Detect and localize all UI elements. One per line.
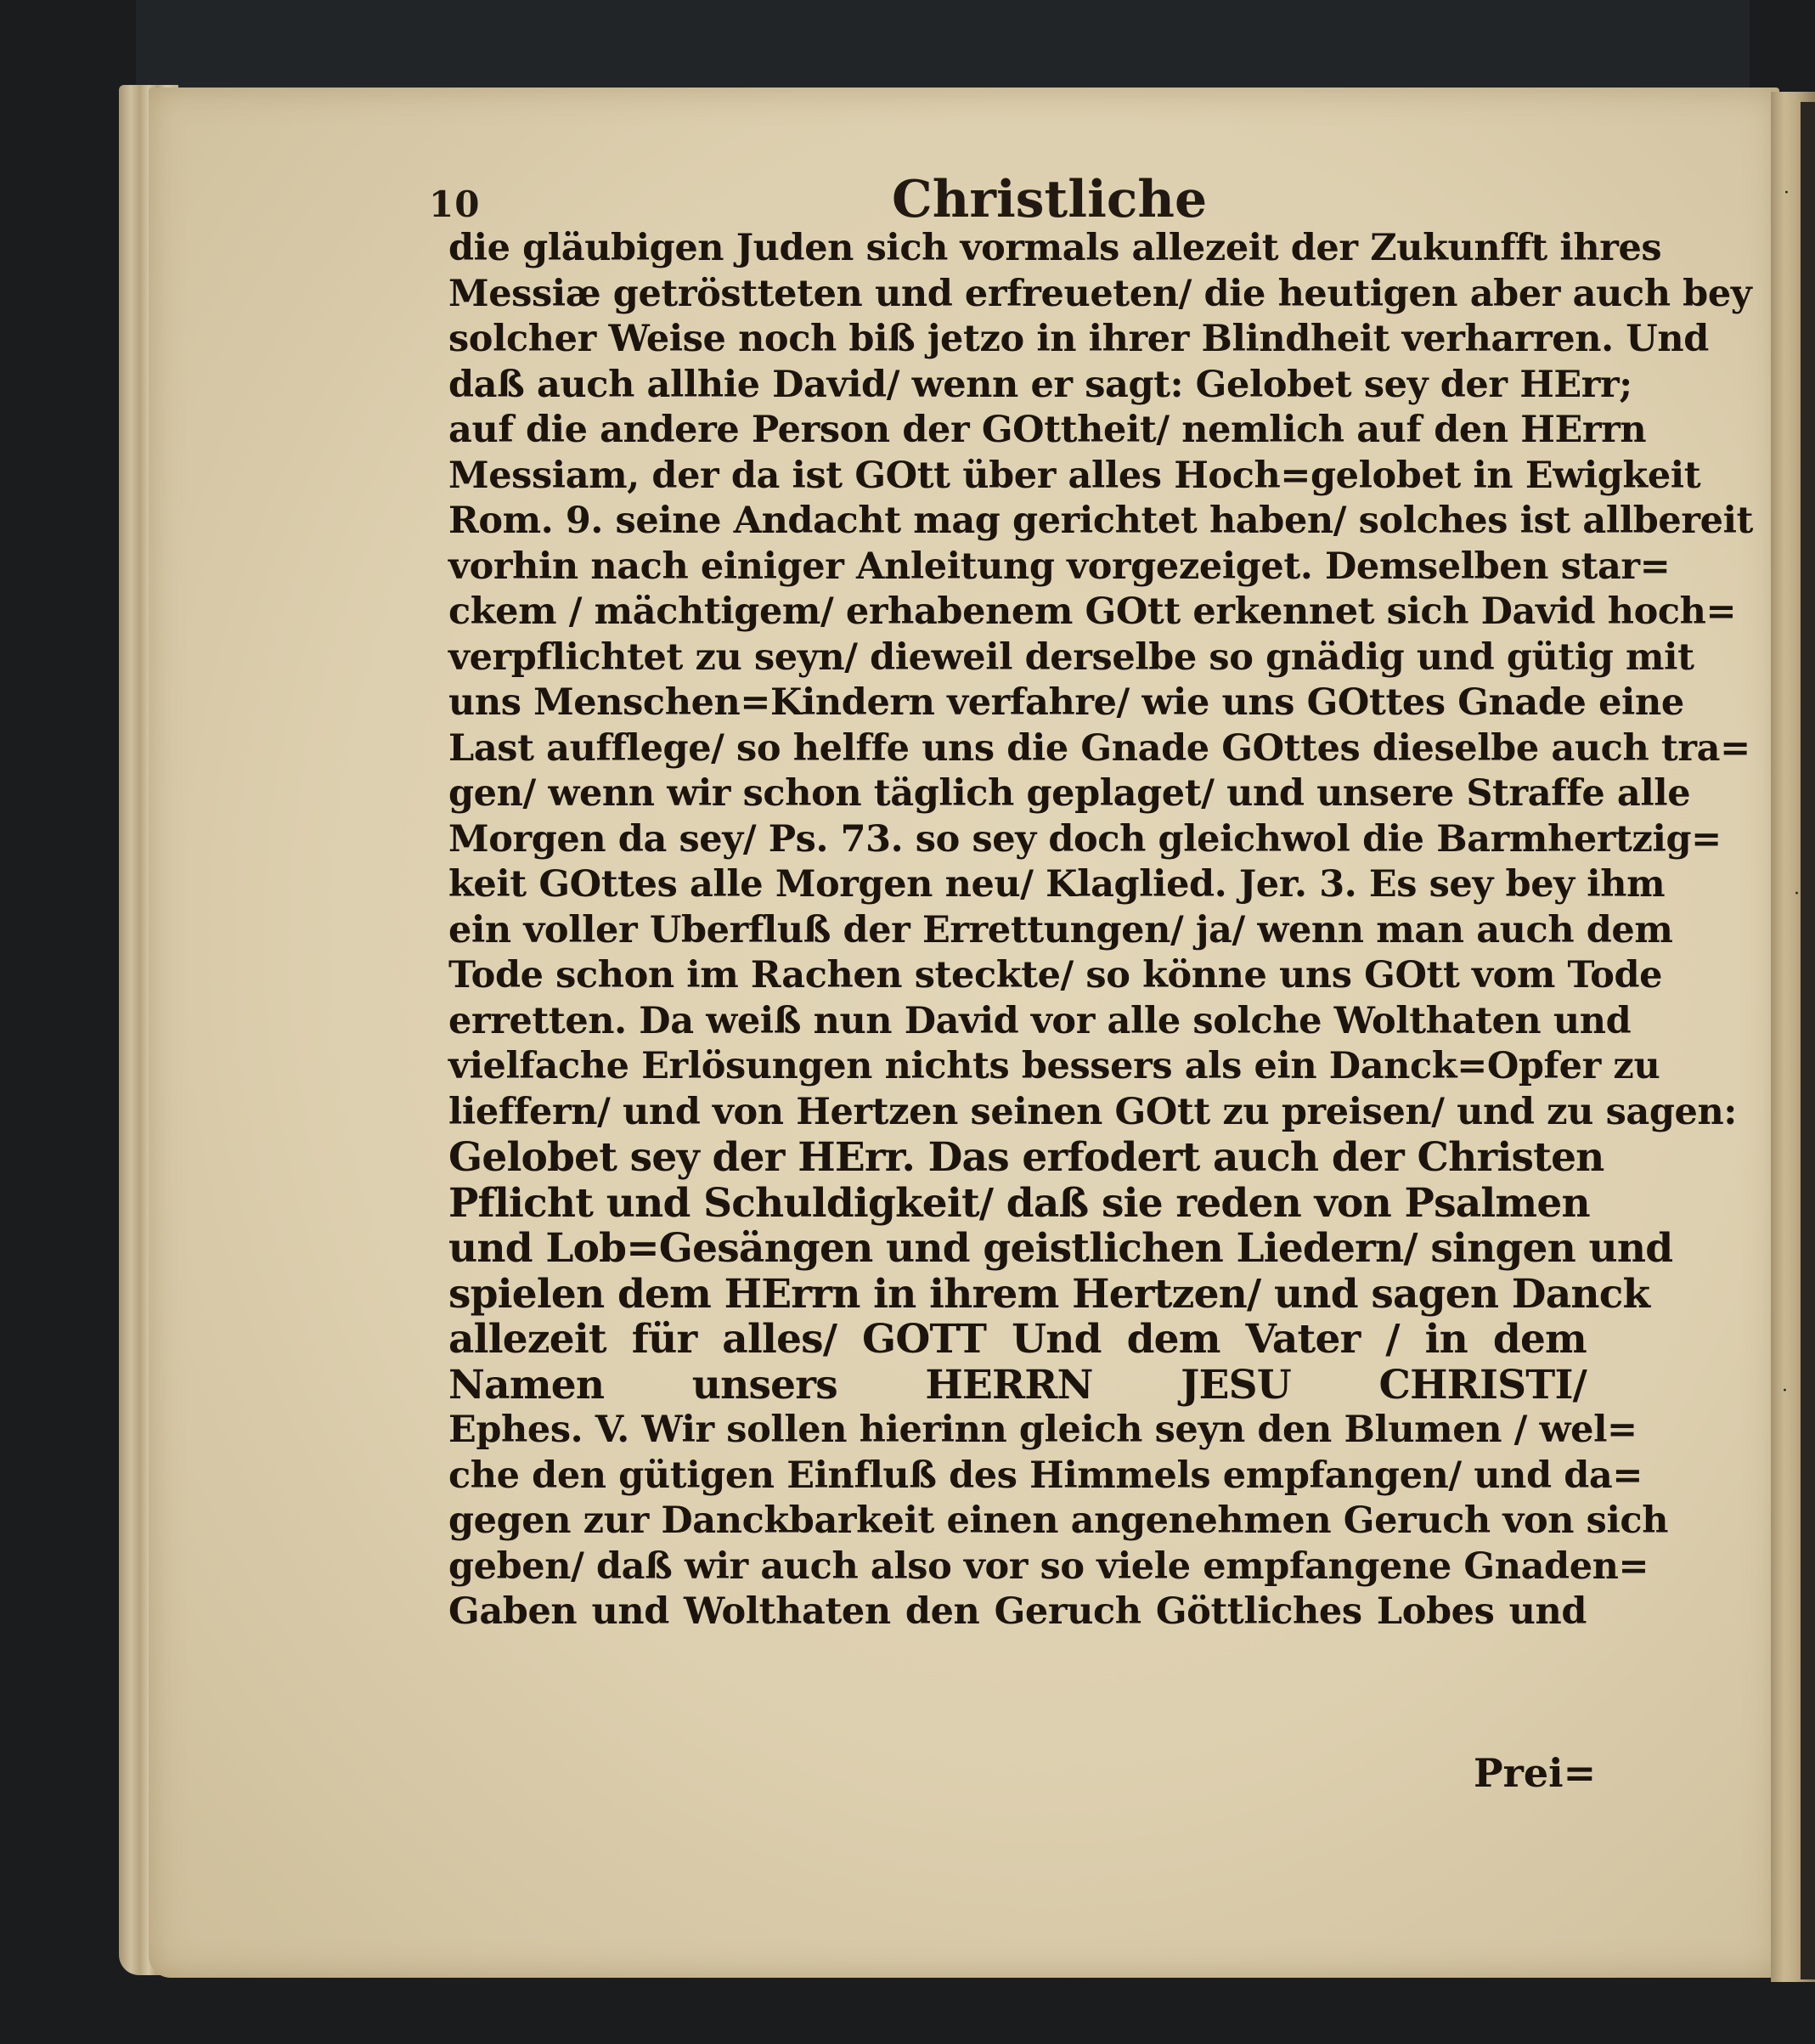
- text-line: Messiæ getröstteten und erfreueten/ die heutigen aber auch bey: [448, 272, 1752, 315]
- text-line: che den gütigen Einfluß des Himmels empfangen/ und da=: [448, 1454, 1643, 1497]
- text-line: Ephes. V. Wir sollen hierinn gleich seyn den Blumen / wel=: [448, 1409, 1637, 1451]
- text-line: ein voller Uberfluß der Errettungen/ ja/ wenn man auch dem: [448, 908, 1673, 951]
- text-line: erretten. Da weiß nun David vor alle solche Wolthaten und: [448, 999, 1632, 1042]
- text-line-emphasis: und Lob=Gesängen und geistlichen Liedern/ singen und: [448, 1225, 1673, 1272]
- catchword: Prei=: [1474, 1750, 1597, 1796]
- text-line: lieffern/ und von Hertzen seinen GOtt zu preisen/ und zu sagen:: [448, 1090, 1737, 1133]
- text-line: vielfache Erlösungen nichts bessers als ein Danck=Opfer zu: [448, 1045, 1660, 1087]
- text-line-emphasis: spielen dem HErrn in ihrem Hertzen/ und sagen Danck: [448, 1270, 1650, 1318]
- gutter-mark: ·: [1784, 183, 1790, 204]
- page-heading: Christliche: [892, 170, 1208, 229]
- text-line-emphasis: Pflicht und Schuldigkeit/ daß sie reden von Psalmen: [448, 1179, 1590, 1227]
- text-line-emphasis: allezeit für alles/ GOTT Und dem Vater / in dem: [448, 1316, 1587, 1363]
- gutter-mark: ·: [1794, 884, 1800, 905]
- text-line: die gläubigen Juden sich vormals allezeit der Zukunfft ihres: [448, 227, 1662, 269]
- text-line: Messiam, der da ist GOtt über alles Hoch=gelobet in Ewigkeit: [448, 454, 1701, 497]
- text-line: Rom. 9. seine Andacht mag gerichtet haben/ solches ist allbereit: [448, 500, 1753, 542]
- backing-board: [136, 0, 1750, 95]
- body-text: [448, 226, 1753, 1635]
- text-line-emphasis: Gelobet sey der HErr. Das erfodert auch der Christen: [448, 1134, 1604, 1181]
- text-line: vorhin nach einiger Anleitung vorgezeiget. Demselben star=: [448, 545, 1671, 588]
- text-line: Last aufflege/ so helffe uns die Gnade GOttes dieselbe auch tra=: [448, 726, 1750, 770]
- text-line: daß auch allhie David/ wenn er sagt: Gelobet sey der HErr;: [448, 363, 1632, 406]
- text-line: Tode schon im Rachen steckte/ so könne uns GOtt vom Tode: [448, 954, 1663, 997]
- gutter-edge: [1801, 102, 1815, 1979]
- text-line: gegen zur Danckbarkeit einen angenehmen Geruch von sich: [448, 1499, 1669, 1542]
- text-line: auf die andere Person der GOttheit/ nemlich auf den HErrn: [448, 409, 1647, 451]
- text-line: solcher Weise noch biß jetzo in ihrer Blindheit verharren. Und: [448, 318, 1709, 360]
- text-line: geben/ daß wir auch also vor so viele empfangene Gnaden=: [448, 1544, 1649, 1588]
- page-number: 10: [429, 184, 481, 225]
- text-line: gen/ wenn wir schon täglich geplaget/ und unsere Straffe alle: [448, 772, 1691, 815]
- text-line: Morgen da sey/ Ps. 73. so sey doch gleichwol die Barmhertzig=: [448, 817, 1722, 861]
- text-line-emphasis: Namen unsers HERRN JESU CHRISTI/: [448, 1361, 1587, 1409]
- gutter-mark: ·: [1782, 1381, 1788, 1402]
- text-line: verpflichtet zu seyn/ dieweil derselbe so gnädig und gütig mit: [448, 635, 1694, 679]
- text-line: Gaben und Wolthaten den Geruch Göttliches Lobes und: [448, 1590, 1587, 1633]
- text-line: uns Menschen=Kindern verfahre/ wie uns GOttes Gnade eine: [448, 681, 1684, 724]
- text-line: keit GOttes alle Morgen neu/ Klaglied. Jer. 3. Es sey bey ihm: [448, 863, 1666, 906]
- text-line: ckem / mächtigem/ erhabenem GOtt erkennet sich David hoch=: [448, 590, 1737, 633]
